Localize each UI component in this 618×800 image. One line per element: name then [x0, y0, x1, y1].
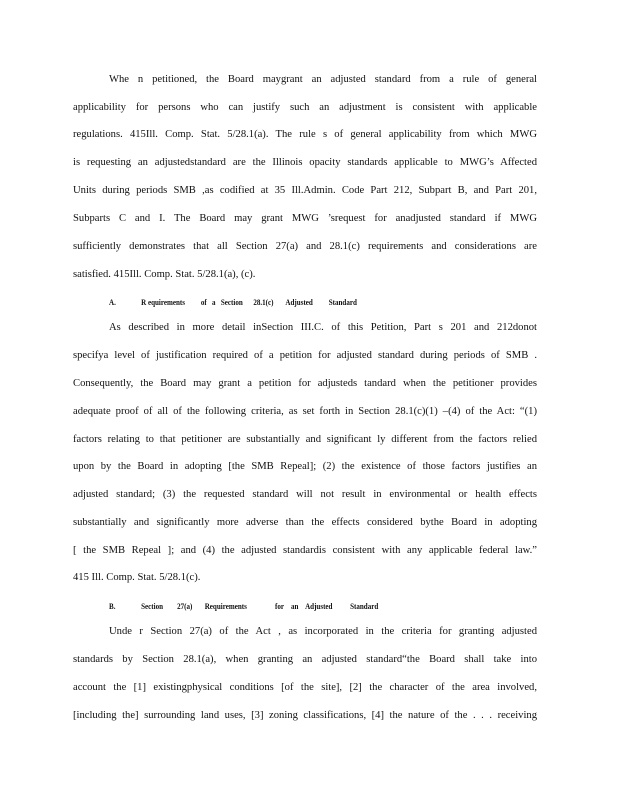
paragraph3-line: account the [1] existingphysical conditions [of the site], [2] the character of the area involved,: [73, 682, 537, 693]
paragraph1-line: is requesting an adjustedstandard are the Illinois opacity standards applicable to MWG’s Affected: [73, 157, 537, 168]
paragraph2-line: Consequently, the Board may grant a petition for adjusteds tandard when the petitioner provides: [73, 378, 537, 389]
paragraph2-line: 415 Ill. Comp. Stat. 5/28.1(c).: [73, 572, 201, 583]
paragraph1-line: Whe n petitioned, the Board maygrant an adjusted standard from a rule of general: [109, 74, 537, 85]
paragraph2-line: adequate proof of all of the following criteria, as set forth in Section 28.1(c)(1) –(4) of the Act: “(1): [73, 406, 537, 417]
paragraph1-line: Units during periods SMB ,as codified at 35 Ill.Admin. Code Part 212, Subpart B, and Part 201,: [73, 185, 537, 196]
paragraph1-line: regulations. 415Ill. Comp. Stat. 5/28.1(a). The rule s of general applicability from which MWG: [73, 129, 537, 140]
section-heading-a-letter: A.: [109, 297, 116, 307]
paragraph2-line: specifya level of justification required of a petition for adjusted standard during periods of SMB .: [73, 350, 537, 361]
section-heading-b-text: Section 27(a) Requirements for an Adjusted Standard: [141, 601, 379, 611]
section-heading-b-letter: B.: [109, 601, 116, 611]
section-heading-b: [109, 600, 378, 612]
paragraph1-line: Subparts C and I. The Board may grant MWG ’srequest for anadjusted standard if MWG: [73, 213, 537, 224]
paragraph2-line: As described in more detail inSection III.C. of this Petition, Part s 201 and 212donot: [109, 322, 537, 333]
section-heading-a-text: R equirements of a Section 28.1(c) Adjusted Standard: [141, 297, 357, 307]
paragraph3-line: Unde r Section 27(a) of the Act , as incorporated in the criteria for granting adjusted: [109, 626, 537, 637]
paragraph2-line: substantially and significantly more adverse than the effects considered bythe Board in adopting: [73, 517, 537, 528]
section-heading-a: [109, 296, 357, 308]
paragraph2-line: upon by the Board in adopting [the SMB Repeal]; (2) the existence of those factors justifies an: [73, 461, 537, 472]
paragraph2-line: factors relating to that petitioner are substantially and significant ly different from the factors relied: [73, 434, 537, 445]
paragraph1-line: satisfied. 415Ill. Comp. Stat. 5/28.1(a), (c).: [73, 269, 256, 280]
paragraph3-line: [including the] surrounding land uses, [3] zoning classifications, [4] the nature of the . . . receiving: [73, 710, 537, 721]
paragraph1-line: applicability for persons who can justify such an adjustment is consistent with applicable: [73, 102, 537, 113]
paragraph2-line: adjusted standard; (3) the requested standard will not result in environmental or health effects: [73, 489, 537, 500]
paragraph2-line: [ the SMB Repeal ]; and (4) the adjusted standardis consistent with any applicable federal law.”: [73, 545, 537, 556]
paragraph1-line: sufficiently demonstrates that all Section 27(a) and 28.1(c) requirements and considerations are: [73, 241, 537, 252]
paragraph3-line: standards by Section 28.1(a), when granting an adjusted standard“the Board shall take into: [73, 654, 537, 665]
